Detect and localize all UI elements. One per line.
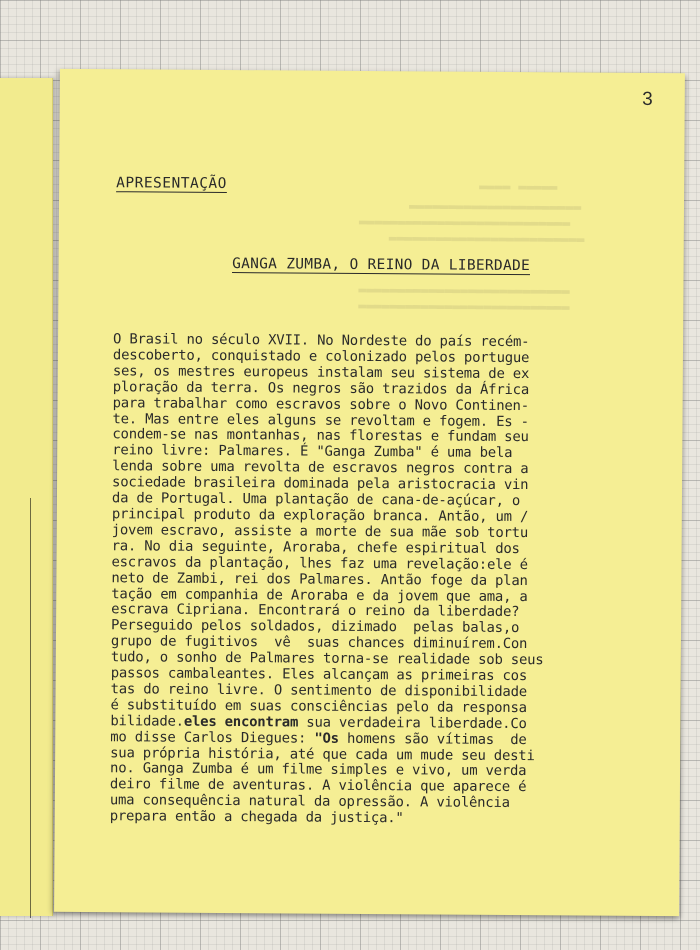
show-through-text: ▬▬▬▬▬▬▬▬▬▬▬▬▬▬▬▬▬▬▬▬▬▬▬▬▬▬▬: [358, 214, 571, 232]
document-page: [54, 69, 685, 916]
show-through-text: ▬▬▬▬▬▬▬▬▬▬▬▬▬▬▬▬▬▬▬▬▬▬▬▬▬▬▬: [358, 282, 570, 300]
show-through-text: ▬▬▬▬▬▬▬▬▬▬▬▬▬▬▬▬▬▬▬▬▬▬▬▬▬▬▬: [358, 298, 570, 316]
show-through-text: ▬▬▬▬ ▬▬▬▬▬: [479, 179, 558, 196]
sheet-edge-line: [30, 498, 31, 918]
body-text-part-1: O Brasil no século XVII. No Nordeste do país recém- descoberto, conquistado e colonizado pelos portugue ses, os mestres europeus instalam seu sistema de ex ploração da terra. Os negros são trazidos da África para trabalhar como escravos sobre o Novo Continen- te. Mas entre eles alguns se revoltam e fogem. Es - condem-se nas montanhas, nas florestas e fundam seu reino livre: Palmares. É "Ganga Zumba" é uma bela lenda sobre uma revolta de escravos negros contra a sociedade brasileira dominada pela aristocracia vin da de Portugal. Uma plantação de cana-de-açúcar, o principal produto da exploração branca. Antão, um / jovem escravo, assiste a morte de sua mãe sob tortu ra. No dia seguinte, Aroraba, chefe espiritual dos escravos da plantação, lhes faz uma revelação:ele é neto de Zambi, rei dos Palmares. Antão foge da plan tação em companhia de Aroraba e da jovem que ama, a escrava Cipriana. Encontrará o reino da liberdade? Perseguido pelos soldados, dizimado pelas balas,o grupo de fugitivos vê suas chances diminuírem.Con tudo, o sonho de Palmares torna-se realidade sob seus passos cambaleantes. Eles alcançam as primeiras cos tas do reino livre. O sentimento de disponibilidade é substituído em suas consciências pelo da responsa bilidade.: [110, 331, 544, 730]
body-paragraph: [110, 332, 653, 829]
show-through-text: ▬▬▬▬▬▬▬▬▬▬▬▬▬▬▬▬▬▬▬▬▬▬▬▬▬: [388, 231, 585, 248]
underlying-yellow-sheet: [0, 78, 53, 916]
page-number: 3: [642, 88, 653, 110]
section-heading: APRESENTAÇÃO: [116, 175, 227, 192]
body-text-part-3: homens são vítimas de sua própria história, até que cada um mude seu desti no. Ganga Zumba é um filme simples e vivo, um verda deiro filme de aventuras. A violência que aparece é uma consequência natural da opressão. A violência prepara então a chegada da justiça.": [109, 730, 535, 827]
body-text-bold-1: eles encontram: [183, 713, 299, 731]
film-title: [59, 255, 684, 275]
body-text-bold-2: "Os: [314, 730, 339, 747]
body-text-part-2: sua verdadeira liberdade.Co mo disse Carlos Diegues:: [110, 714, 527, 747]
film-title-text: GANGA ZUMBA, O REINO DA LIBERDADE: [232, 256, 531, 275]
show-through-text: ▬▬▬▬▬▬▬▬▬▬▬▬▬▬▬▬▬▬▬▬▬▬: [408, 199, 582, 216]
